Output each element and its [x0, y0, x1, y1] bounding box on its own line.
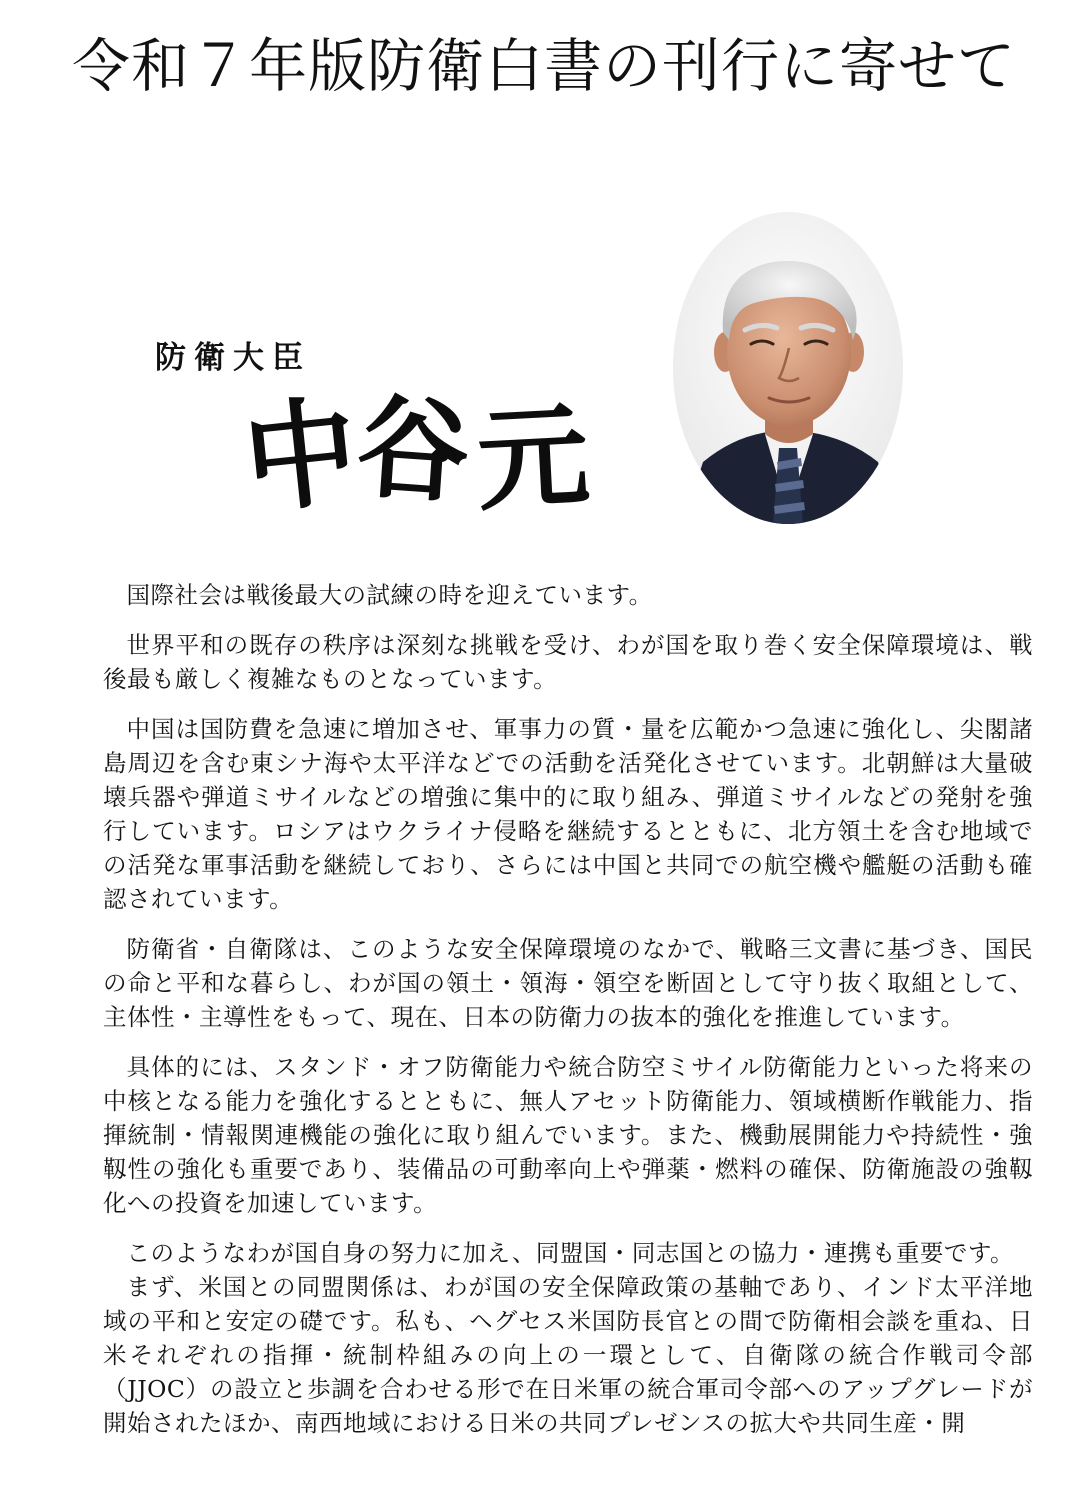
page-title: 令和７年版防衛白書の刊行に寄せて	[71, 32, 1016, 100]
signature-glyph-2: 谷	[352, 381, 474, 520]
paragraph-4: 防衛省・自衛隊は、このような安全保障環境のなかで、戦略三文書に基づき、国民の命と平和な暮らし、わが国の領土・領海・領空を断固として守り抜く取組として、主体性・主導性をもって、現在、日本の防衛力の抜本的強化を推進しています。	[103, 935, 1033, 1031]
paragraph-2: 世界平和の既存の秩序は深刻な挑戦を受け、わが国を取り巻く安全保障環境は、戦後最も厳しく複雑なものとなっています。	[103, 631, 1033, 693]
message-body	[103, 578, 1033, 1456]
paragraph-3: 中国は国防費を急速に増加させ、軍事力の質・量を広範かつ急速に強化し、尖閣諸島周辺を含む東シナ海や太平洋などでの活動を活発化させています。北朝鮮は大量破壊兵器や弾道ミサイルなどの増強に集中的に取り組み、弾道ミサイルなどの発射を強行しています。ロシアはウクライナ侵略を継続するとともに、北方領土を含む地域での活発な軍事活動を継続しており、さらには中国と共同での航空機や艦艇の活動も確認されています。	[103, 715, 1033, 913]
author-position: 防衛大臣	[155, 340, 311, 376]
signature-glyph-3: 元	[473, 390, 593, 527]
paragraph-5: 具体的には、スタンド・オフ防衛能力や統合防空ミサイル防衛能力といった将来の中核となる能力を強化するとともに、無人アセット防衛能力、領域横断作戦能力、指揮統制・情報関連機能の強化に取り組んでいます。また、機動展開能力や持続性・強靱性の強化も重要であり、装備品の可動率向上や弾薬・燃料の確保、防衛施設の強靱化への投資を加速しています。	[103, 1053, 1033, 1217]
paragraph-1: 国際社会は戦後最大の試練の時を迎えています。	[126, 581, 653, 609]
signature-glyph-1: 中	[238, 382, 364, 531]
paragraph-6: このようなわが国自身の努力に加え、同盟国・同志国との協力・連携も重要です。	[126, 1239, 1015, 1267]
author-signature	[238, 381, 595, 531]
minister-portrait-icon	[673, 212, 903, 524]
paragraph-7: まず、米国との同盟関係は、わが国の安全保障政策の基軸であり、インド太平洋地域の平和と安定の礎です。私も、ヘグセス米国防長官との間で防衛相会談を重ね、日米それぞれの指揮・統制枠組みの向上の一環として、自衛隊の統合作戦司令部（JJOC）の設立と歩調を合わせる形で在日米軍の統合軍司令部へのアップグレードが開始されたほか、南西地域における日米の共同プレゼンスの拡大や共同生産・開	[103, 1273, 1033, 1437]
